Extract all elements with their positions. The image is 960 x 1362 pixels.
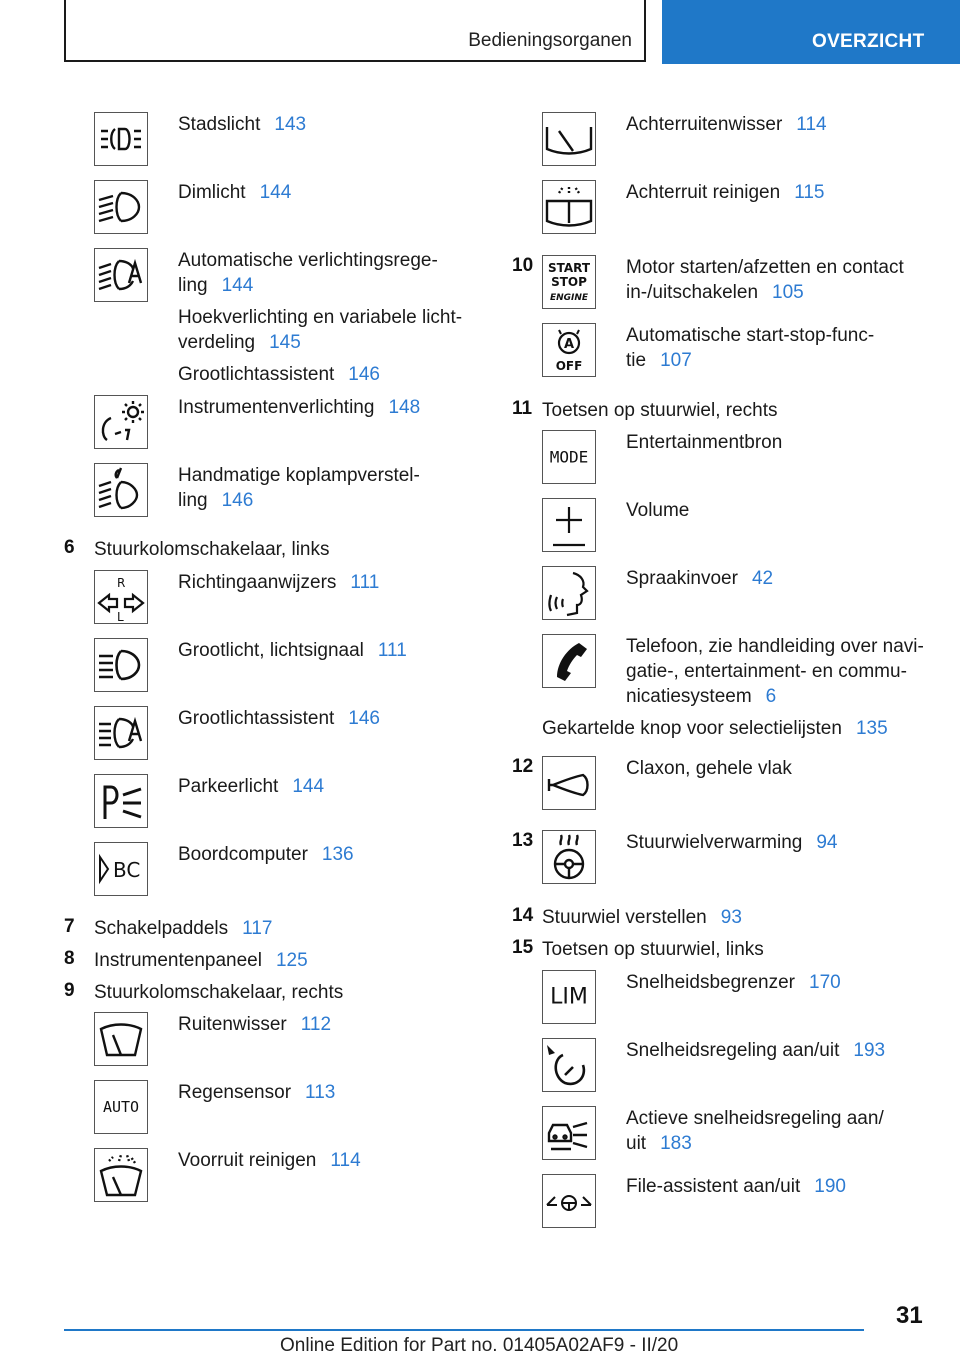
- cruise-control-icon: [542, 1038, 596, 1092]
- page-ref-link[interactable]: 145: [269, 332, 301, 353]
- headlight-range-icon: [94, 463, 148, 517]
- entry-label-line3: nicatiesysteem: [626, 686, 752, 707]
- entry-label: Entertainmentbron: [626, 432, 783, 453]
- item-number: 15: [512, 937, 534, 958]
- entry-label: File-assistent aan/uit: [626, 1176, 801, 1197]
- page-ref-link[interactable]: 117: [242, 918, 273, 939]
- windshield-wiper-icon: [94, 1012, 148, 1066]
- rain-sensor-icon: [94, 1080, 148, 1134]
- speed-limiter-icon: [542, 970, 596, 1024]
- page-ref-link[interactable]: 113: [305, 1082, 336, 1103]
- entry-label-line1: Automatische start-stop-func-: [626, 325, 875, 346]
- windshield-washer-icon: [94, 1148, 148, 1202]
- icon-text-engine: ENGINE: [549, 293, 589, 303]
- active-cruise-control-icon: [542, 1106, 596, 1160]
- page-ref-link[interactable]: 111: [377, 640, 407, 661]
- auto-headlight-icon: [94, 248, 148, 302]
- entry-label: Dimlicht: [178, 182, 246, 203]
- page-ref-link[interactable]: 193: [853, 1040, 886, 1061]
- entry-label: Stuurwielverwarming: [626, 832, 803, 853]
- item-heading: Schakelpaddels: [94, 918, 229, 939]
- page-ref-link[interactable]: 146: [348, 708, 380, 729]
- header-tab[interactable]: [662, 0, 960, 64]
- item-number: 10: [512, 255, 534, 276]
- entry-label: Snelheidsregeling aan/uit: [626, 1040, 840, 1061]
- page-ref-link[interactable]: 190: [814, 1176, 846, 1197]
- page-number: 31: [896, 1302, 923, 1329]
- page-ref-link[interactable]: 93: [720, 907, 742, 928]
- entry-label-line1: Handmatige koplampverstel-: [178, 465, 420, 486]
- page-ref-link[interactable]: 6: [765, 686, 777, 707]
- icon-text-auto: AUTO: [102, 1098, 140, 1116]
- voice-input-icon: [542, 566, 596, 620]
- horn-icon: [542, 756, 596, 810]
- item-number: 12: [512, 756, 534, 777]
- entry-label-line2: uit: [626, 1133, 647, 1154]
- entry-label: Claxon, gehele vlak: [626, 758, 792, 779]
- entry-label: Parkeerlicht: [178, 776, 279, 797]
- sub-label-line2: verdeling: [178, 332, 256, 353]
- icon-text-bc: BC: [113, 858, 141, 882]
- page-ref-link[interactable]: 144: [221, 275, 254, 296]
- item-number: 6: [64, 537, 75, 558]
- entry-label: Voorruit reinigen: [178, 1150, 317, 1171]
- page-ref-link[interactable]: 114: [330, 1150, 361, 1171]
- parking-light-side-icon: [94, 774, 148, 828]
- entry-label-line1: Actieve snelheidsregeling aan/: [626, 1108, 884, 1129]
- page-ref-link[interactable]: 143: [274, 114, 307, 135]
- page-ref-link[interactable]: 94: [816, 832, 838, 853]
- icon-text-off: OFF: [555, 359, 583, 373]
- turn-signal-icon: [94, 570, 148, 624]
- page-ref-link[interactable]: 115: [794, 182, 825, 203]
- page-ref-link[interactable]: 125: [275, 950, 308, 971]
- icon-letter-l: L: [117, 610, 124, 623]
- entry-label: Grootlichtassistent: [178, 708, 335, 729]
- page-ref-link[interactable]: 135: [855, 718, 888, 739]
- footer-edition: Online Edition for Part no. 01405A02AF9 - II/20: [280, 1335, 679, 1356]
- page-ref-link[interactable]: 114: [796, 114, 827, 135]
- icon-letter-r: R: [117, 576, 126, 590]
- entry-label-line2: tie: [626, 350, 647, 371]
- item-number: 8: [64, 948, 75, 969]
- page-ref-link[interactable]: 111: [350, 572, 380, 593]
- phone-icon: [542, 634, 596, 688]
- entry-label: Regensensor: [178, 1082, 292, 1103]
- header-tab-label: OVERZICHT: [812, 31, 925, 52]
- page-ref-link[interactable]: 144: [259, 182, 292, 203]
- entry-label-line2: in-/uitschakelen: [626, 282, 759, 303]
- entry-label-line1: Automatische verlichtingsrege-: [178, 250, 438, 271]
- icon-text-start: START: [547, 261, 591, 275]
- item-number: 9: [64, 980, 75, 1001]
- page-ref-link[interactable]: 183: [660, 1133, 692, 1154]
- icon-text-lim: LIM: [550, 984, 588, 1010]
- entry-label: Snelheidsbegrenzer: [626, 972, 796, 993]
- header-section-title: Bedieningsorganen: [468, 30, 632, 51]
- item-number: 11: [512, 398, 533, 419]
- page-ref-link[interactable]: 146: [221, 490, 254, 511]
- icon-letter-a: A: [563, 337, 575, 352]
- item-heading: Toetsen op stuurwiel, rechts: [542, 400, 778, 421]
- entry-label: Richtingaanwijzers: [178, 572, 337, 593]
- item-heading: Stuurwiel verstellen: [542, 907, 707, 928]
- page-ref-link[interactable]: 144: [292, 776, 325, 797]
- item-heading: Toetsen op stuurwiel, links: [542, 939, 764, 960]
- entry-label-line1: Motor starten/afzetten en contact: [626, 257, 904, 278]
- entry-label-line2: ling: [178, 275, 208, 296]
- entry-label-line1: Telefoon, zie handleiding over navi-: [626, 636, 924, 657]
- start-stop-engine-icon: [542, 255, 596, 309]
- header-section-box: [64, 0, 646, 62]
- page-ref-link[interactable]: 42: [751, 568, 774, 589]
- icon-text-stop: STOP: [551, 275, 587, 289]
- page-ref-link[interactable]: 112: [300, 1014, 332, 1035]
- entry-label: Achterruit reinigen: [626, 182, 781, 203]
- traffic-jam-assistant-icon: [542, 1174, 596, 1228]
- entry-label-line2: ling: [178, 490, 208, 511]
- item-heading: Stuurkolomschakelaar, links: [94, 539, 330, 560]
- volume-plus-minus-icon: [542, 498, 596, 552]
- rear-washer-icon: [542, 180, 596, 234]
- entry-label: Boordcomputer: [178, 844, 308, 865]
- entry-label: Achterruitenwisser: [626, 114, 783, 135]
- board-computer-icon: [94, 842, 148, 896]
- page-ref-link[interactable]: 148: [388, 397, 421, 418]
- entry-label: Volume: [626, 500, 690, 521]
- item-number: 14: [512, 905, 534, 926]
- knob-label: Gekartelde knop voor selectielijsten: [542, 718, 842, 739]
- page-ref-link[interactable]: 170: [809, 972, 841, 993]
- sub-label: Grootlichtassistent: [178, 364, 335, 385]
- sub-label-line1: Hoekverlichting en variabele licht-: [178, 307, 463, 328]
- page-ref-link[interactable]: 107: [660, 350, 692, 371]
- entry-label: Spraakinvoer: [626, 568, 738, 589]
- entry-label-line2: gatie-, entertainment- en commu-: [626, 661, 907, 682]
- item-number: 7: [64, 916, 75, 937]
- mode-icon: [542, 430, 596, 484]
- item-heading: Instrumentenpaneel: [94, 950, 262, 971]
- entry-label: Instrumentenverlichting: [178, 397, 375, 418]
- high-beam-assistant-icon: [94, 706, 148, 760]
- parking-light-icon: [94, 112, 148, 166]
- steering-wheel-heating-icon: [542, 830, 596, 884]
- high-beam-icon: [94, 638, 148, 692]
- rear-wiper-icon: [542, 112, 596, 166]
- instrument-lighting-icon: [94, 395, 148, 449]
- page-ref-link[interactable]: 136: [321, 844, 354, 865]
- icon-text-mode: MODE: [549, 447, 589, 467]
- auto-start-stop-icon: [542, 323, 596, 377]
- item-heading: Stuurkolomschakelaar, rechts: [94, 982, 344, 1003]
- item-number: 13: [512, 830, 534, 851]
- footer-divider: [64, 1329, 864, 1331]
- page-ref-link[interactable]: 146: [348, 364, 380, 385]
- low-beam-icon: [94, 180, 148, 234]
- entry-label: Stadslicht: [178, 114, 261, 135]
- page-ref-link[interactable]: 105: [772, 282, 804, 303]
- entry-label: Grootlicht, lichtsignaal: [178, 640, 364, 661]
- entry-label: Ruitenwisser: [178, 1014, 287, 1035]
